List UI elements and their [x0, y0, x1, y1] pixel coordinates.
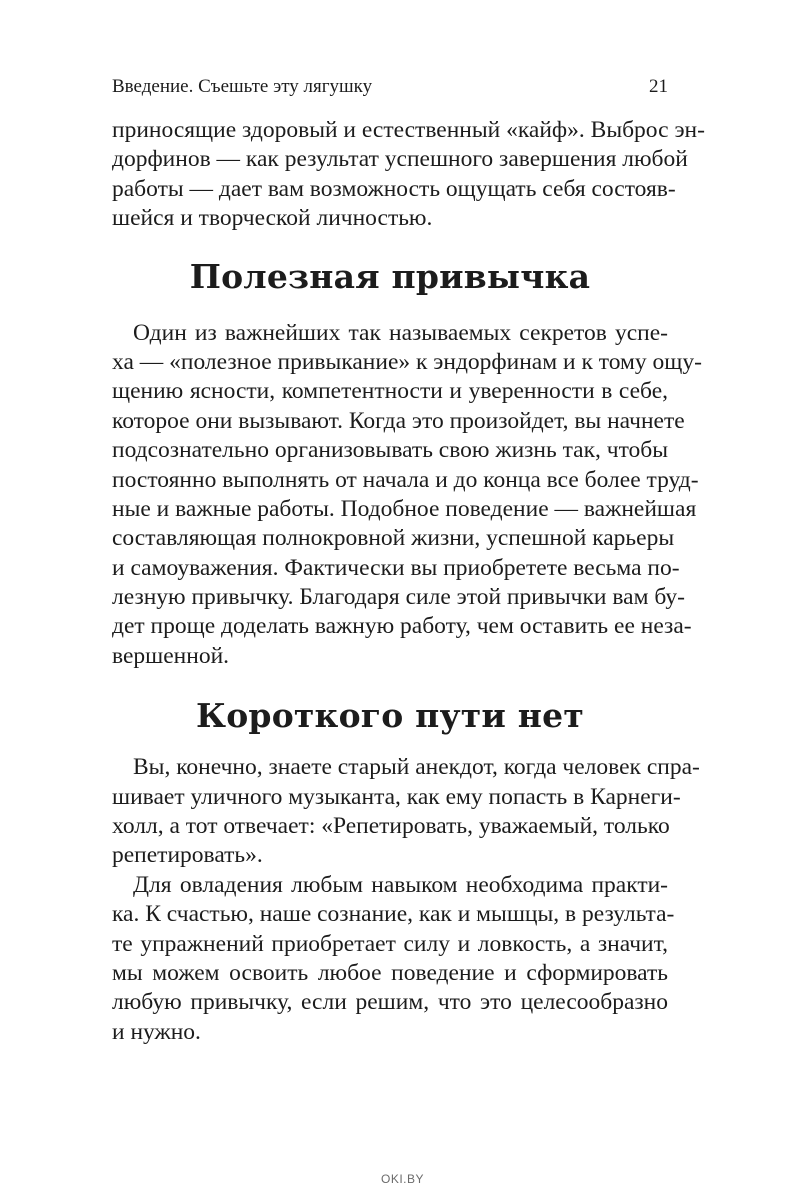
text-line: ные и важные работы. Подобное поведение — важнейшая	[112, 495, 697, 522]
section-heading-useful-habit: Полезная привычка	[189, 256, 591, 296]
intro-paragraph	[112, 116, 705, 234]
no-shortcut-paragraph-2	[112, 871, 675, 1047]
page-content	[112, 116, 705, 1047]
text-line: приносящие здоровый и естественный «кайф». Выброс эн-	[112, 117, 705, 143]
text-line: подсознательно организовывать свою жизнь так, чтобы	[112, 437, 669, 464]
text-line: шивает уличного музыканта, как ему попасть в Карнеги-	[112, 783, 681, 810]
text-line: Вы, конечно, знаете старый анекдот, когда человек спра-	[133, 754, 700, 781]
text-line: дорфинов — как результат успешного завершения любой	[112, 146, 688, 173]
chapter-title: Введение. Съешьте эту лягушку	[112, 76, 373, 97]
text-line: щению ясности, компетентности и уверенности в себе,	[112, 378, 668, 405]
text-line: лезную привычку. Благодаря силе этой привычки вам бу-	[112, 584, 685, 611]
text-line: и нужно.	[112, 1018, 201, 1045]
text-line: холл, а тот отвечает: «Репетировать, уважаемый, только	[112, 813, 670, 840]
text-line: составляющая полнокровной жизни, успешной карьеры	[112, 525, 675, 552]
running-head	[112, 76, 668, 98]
text-line: работы — дает вам возможность ощущать себя состояв-	[112, 175, 676, 202]
text-line: Один из важнейших так называемых секретов успе-	[133, 319, 668, 346]
text-line: Для овладения любым навыком необходима практи-	[133, 871, 668, 898]
text-line: любую привычку, если решим, что это целесообразно	[112, 989, 668, 1016]
text-line: репетировать».	[112, 842, 263, 869]
page-number: 21	[649, 76, 668, 97]
no-shortcut-paragraph-1	[112, 753, 700, 871]
text-line: те упражнений приобретает силу и ловкость, а значит,	[112, 930, 668, 957]
text-line: мы можем освоить любое поведение и сформировать	[112, 959, 668, 986]
text-line: и самоуважения. Фактически вы приобретете весьма по-	[112, 554, 680, 581]
section-heading-no-shortcut: Короткого пути нет	[195, 696, 584, 736]
text-line: ка. К счастью, наше сознание, как и мышцы, в результа-	[112, 901, 675, 928]
text-line: ха — «полезное привыкание» к эндорфинам и к тому ощу-	[112, 348, 702, 375]
text-line: которое они вызывают. Когда это произойдет, вы начнете	[112, 407, 685, 434]
text-line: вершенной.	[112, 642, 230, 669]
text-line: постоянно выполнять от начала и до конца все более труд-	[112, 466, 699, 493]
site-watermark: OKI.BY	[380, 1172, 424, 1186]
useful-habit-paragraph	[112, 319, 702, 672]
text-line: шейся и творческой личностью.	[112, 205, 433, 232]
text-line: дет проще доделать важную работу, чем оставить ее неза-	[112, 613, 692, 640]
